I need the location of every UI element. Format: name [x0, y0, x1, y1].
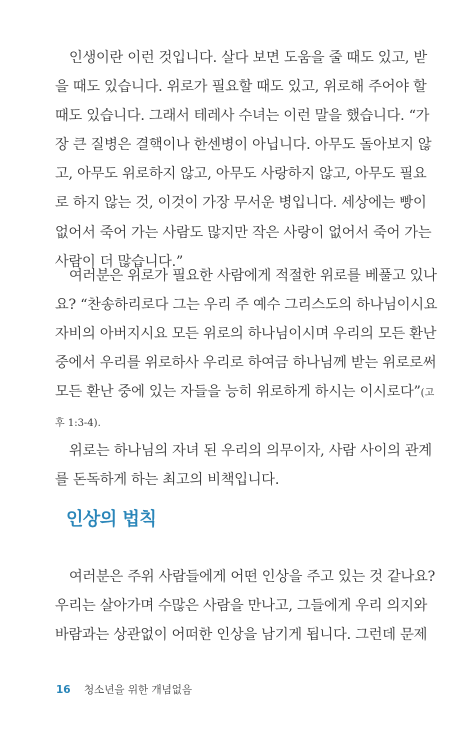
- text-line: 사람이 더 많습니다.”: [55, 253, 184, 270]
- text-line: 중에서 우리를 위로하사 우리로 하여금 하나님께 받는 위로로써: [55, 355, 437, 372]
- text-line: 우리는 살아가며 수많은 사람을 만나고, 그들에게 우리 의지와: [55, 598, 428, 615]
- text-line: 위로는 하나님의 자녀 된 우리의 의무이자, 사람 사이의 관계: [55, 443, 432, 459]
- paragraph-comfort: [55, 262, 438, 439]
- scripture-reference-end: 후 1:3-4).: [55, 418, 101, 430]
- text-line: 고, 아무도 위로하지 않고, 아무도 사랑하지 않고, 아무도 필요: [55, 166, 427, 183]
- text-line-content: 모든 환난 중에 있는 자들을 능히 위로하게 하시는 이시로다”: [55, 384, 421, 401]
- scripture-reference-start: (고: [420, 388, 435, 400]
- paragraph-impression: [55, 563, 435, 650]
- text-line: 인생이란 이런 것입니다. 살다 보면 도움을 줄 때도 있고, 받: [55, 50, 428, 66]
- text-line: 여러분은 위로가 필요한 사람에게 적절한 위로를 베풀고 있나: [55, 268, 437, 284]
- text-line: [55, 378, 435, 408]
- text-line: 로 하지 않는 것, 이것이 가장 무서운 병입니다. 세상에는 빵이: [55, 195, 427, 212]
- text-line: 여러분은 주위 사람들에게 어떤 인상을 주고 있는 것 같나요?: [55, 569, 435, 585]
- section-heading: 인상의 법칙: [66, 509, 157, 530]
- text-line: 바람과는 상관없이 어떠한 인상을 남기게 됩니다. 그런데 문제: [55, 627, 428, 644]
- text-line: 요? “찬송하리로다 그는 우리 주 예수 그리스도의 하나님이시요: [55, 297, 438, 314]
- text-line: 없어서 죽어 가는 사람도 많지만 작은 사랑이 없어서 죽어 가는: [55, 224, 432, 241]
- page-number: 16: [56, 684, 71, 696]
- text-line: [55, 408, 390, 438]
- text-line: 때도 있습니다. 그래서 테레사 수녀는 이런 말을 했습니다. “가: [55, 108, 430, 125]
- page-footer: [56, 682, 192, 697]
- text-line: 를 돈독하게 하는 최고의 비책입니다.: [55, 472, 280, 489]
- text-line: 장 큰 질병은 결핵이나 한센병이 아닙니다. 아무도 돌아보지 않: [55, 137, 432, 154]
- text-line: 자비의 아버지시요 모든 위로의 하나님이시며 우리의 모든 환난: [55, 326, 437, 343]
- paragraph-duty: [55, 437, 432, 495]
- text-line: 을 때도 있습니다. 위로가 필요할 때도 있고, 위로해 주어야 할: [55, 79, 427, 96]
- book-title: 청소년을 위한 개념없음: [83, 684, 193, 696]
